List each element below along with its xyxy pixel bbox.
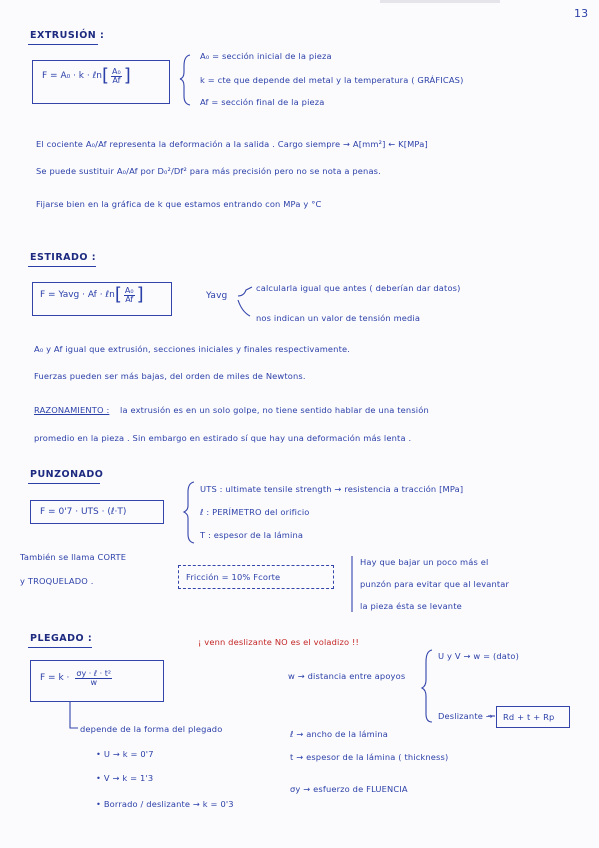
punzonado-also-2: y TROQUELADO . bbox=[20, 576, 94, 586]
estirado-heading-underline bbox=[28, 266, 96, 267]
extrusion-formula bbox=[42, 67, 131, 85]
plegado-heading: PLEGADO : bbox=[30, 633, 93, 644]
punzonado-heading-underline bbox=[28, 483, 100, 484]
plegado-fraction bbox=[75, 670, 112, 687]
punzonado-note-2: punzón para evitar que al levantar bbox=[360, 579, 510, 589]
depends-connector bbox=[70, 702, 78, 728]
punzonado-note-1: Hay que bajar un poco más el bbox=[360, 557, 489, 567]
punzonado-def-2: ℓ : PERÍMETRO del orificio bbox=[200, 507, 310, 517]
friction-formula: Fricción = 10% Fcorte bbox=[186, 572, 281, 582]
plegado-def-3: σy → esfuerzo de FLUENCIA bbox=[290, 784, 408, 794]
plegado-formula bbox=[40, 670, 114, 687]
plegado-def-1: ℓ → ancho de la lámina bbox=[290, 729, 388, 739]
plegado-depends: depende de la forma del plegado bbox=[80, 724, 223, 734]
extrusion-brace bbox=[180, 55, 190, 105]
plegado-shape-slide: • Borrado / deslizante → k = 0'3 bbox=[96, 799, 234, 809]
plegado-w-brace bbox=[422, 650, 432, 722]
plegado-shape-u: • U → k = 0'7 bbox=[96, 749, 154, 759]
yavg-arrow-down bbox=[238, 300, 250, 316]
estirado-bullet-2: nos indican un valor de tensión media bbox=[256, 313, 421, 323]
punzonado-heading: PUNZONADO bbox=[30, 469, 104, 480]
close-bracket: ] bbox=[123, 65, 131, 86]
estirado-fraction bbox=[124, 287, 135, 304]
extrusion-note-1: El cociente A₀/Af representa la deformación a la salida . Cargo siempre → A[mm²] ← K[MPa] bbox=[36, 139, 428, 149]
plegado-heading-underline bbox=[28, 647, 92, 648]
estirado-fraction-den: Af bbox=[125, 294, 134, 304]
extrusion-note-3: Fijarse bien en la gráfica de k que estamos entrando con MPa y °C bbox=[36, 199, 322, 209]
yavg-arrow-up bbox=[238, 287, 252, 296]
estirado-note-4: promedio en la pieza . Sin embargo en estirado sí que hay una deformación más lenta . bbox=[34, 433, 412, 443]
estirado-note-2: Fuerzas pueden ser más bajas, del orden de miles de Newtons. bbox=[34, 371, 306, 381]
extrusion-heading-underline bbox=[28, 44, 98, 45]
plegado-def-2: t → espesor de la lámina ( thickness) bbox=[290, 752, 449, 762]
estirado-note-1: A₀ y Af igual que extrusión, secciones iniciales y finales respectivamente. bbox=[34, 344, 351, 354]
plegado-formula-lhs: F = k · bbox=[40, 673, 70, 683]
extrusion-def-3: Af = sección final de la pieza bbox=[200, 97, 325, 107]
punzonado-note-3: la pieza ésta se levante bbox=[360, 601, 462, 611]
plegado-exclaim: ¡ venn deslizante NO es el voladizo !! bbox=[198, 637, 359, 647]
extrusion-formula-lhs: F = A₀ · k · ℓn bbox=[42, 70, 103, 81]
extrusion-fraction-num: A₀ bbox=[112, 66, 121, 76]
estirado-heading: ESTIRADO : bbox=[30, 252, 97, 263]
plegado-deslizante: Deslizante → bbox=[438, 711, 493, 721]
open-bracket: [ bbox=[102, 65, 110, 86]
open-bracket: [ bbox=[114, 284, 122, 305]
close-bracket: ] bbox=[136, 284, 144, 305]
punzonado-def-3: T : espesor de la lámina bbox=[200, 530, 304, 540]
estirado-fraction-num: A₀ bbox=[124, 285, 134, 295]
estirado-reasoning-label: RAZONAMIENTO : bbox=[34, 405, 110, 415]
plegado-shape-v: • V → k = 1'3 bbox=[96, 773, 154, 783]
estirado-formula-lhs: F = Yavg · Af · ℓn bbox=[40, 289, 115, 300]
plegado-fraction-num: σy · ℓ · t² bbox=[76, 669, 112, 678]
estirado-bullet-1: calcularla igual que antes ( deberían dar datos) bbox=[256, 283, 461, 293]
page-top-edge bbox=[380, 0, 500, 3]
extrusion-fraction-den: Af bbox=[112, 75, 121, 85]
estirado-note-3: la extrusión es en un solo golpe, no tiene sentido hablar de una tensión bbox=[120, 405, 429, 415]
plegado-fraction-den: w bbox=[90, 678, 97, 687]
punzonado-also-1: También se llama CORTE bbox=[20, 552, 127, 562]
extrusion-fraction bbox=[111, 68, 122, 85]
page-number: 13 bbox=[574, 7, 589, 20]
extrusion-def-2: k = cte que depende del metal y la temperatura ( GRÁFICAS) bbox=[200, 75, 464, 85]
plegado-w-def: w → distancia entre apoyos bbox=[288, 671, 406, 681]
punzonado-formula: F = 0'7 · UTS · (ℓ·T) bbox=[40, 507, 127, 517]
plegado-rd: Rd + t + Rp bbox=[503, 712, 555, 722]
extrusion-heading: EXTRUSIÓN : bbox=[30, 30, 105, 41]
punzonado-brace bbox=[184, 482, 194, 543]
punzonado-def-1: UTS : ultimate tensile strength → resistencia a tracción [MPa] bbox=[200, 484, 464, 494]
extrusion-note-2: Se puede sustituir A₀/Af por D₀²/Df² para más precisión pero no se nota a penas. bbox=[36, 166, 381, 176]
yavg-label: Yavg bbox=[206, 291, 228, 301]
estirado-formula bbox=[40, 286, 144, 304]
extrusion-def-1: A₀ = sección inicial de la pieza bbox=[200, 51, 332, 61]
plegado-uv: U y V → w = (dato) bbox=[438, 651, 520, 661]
